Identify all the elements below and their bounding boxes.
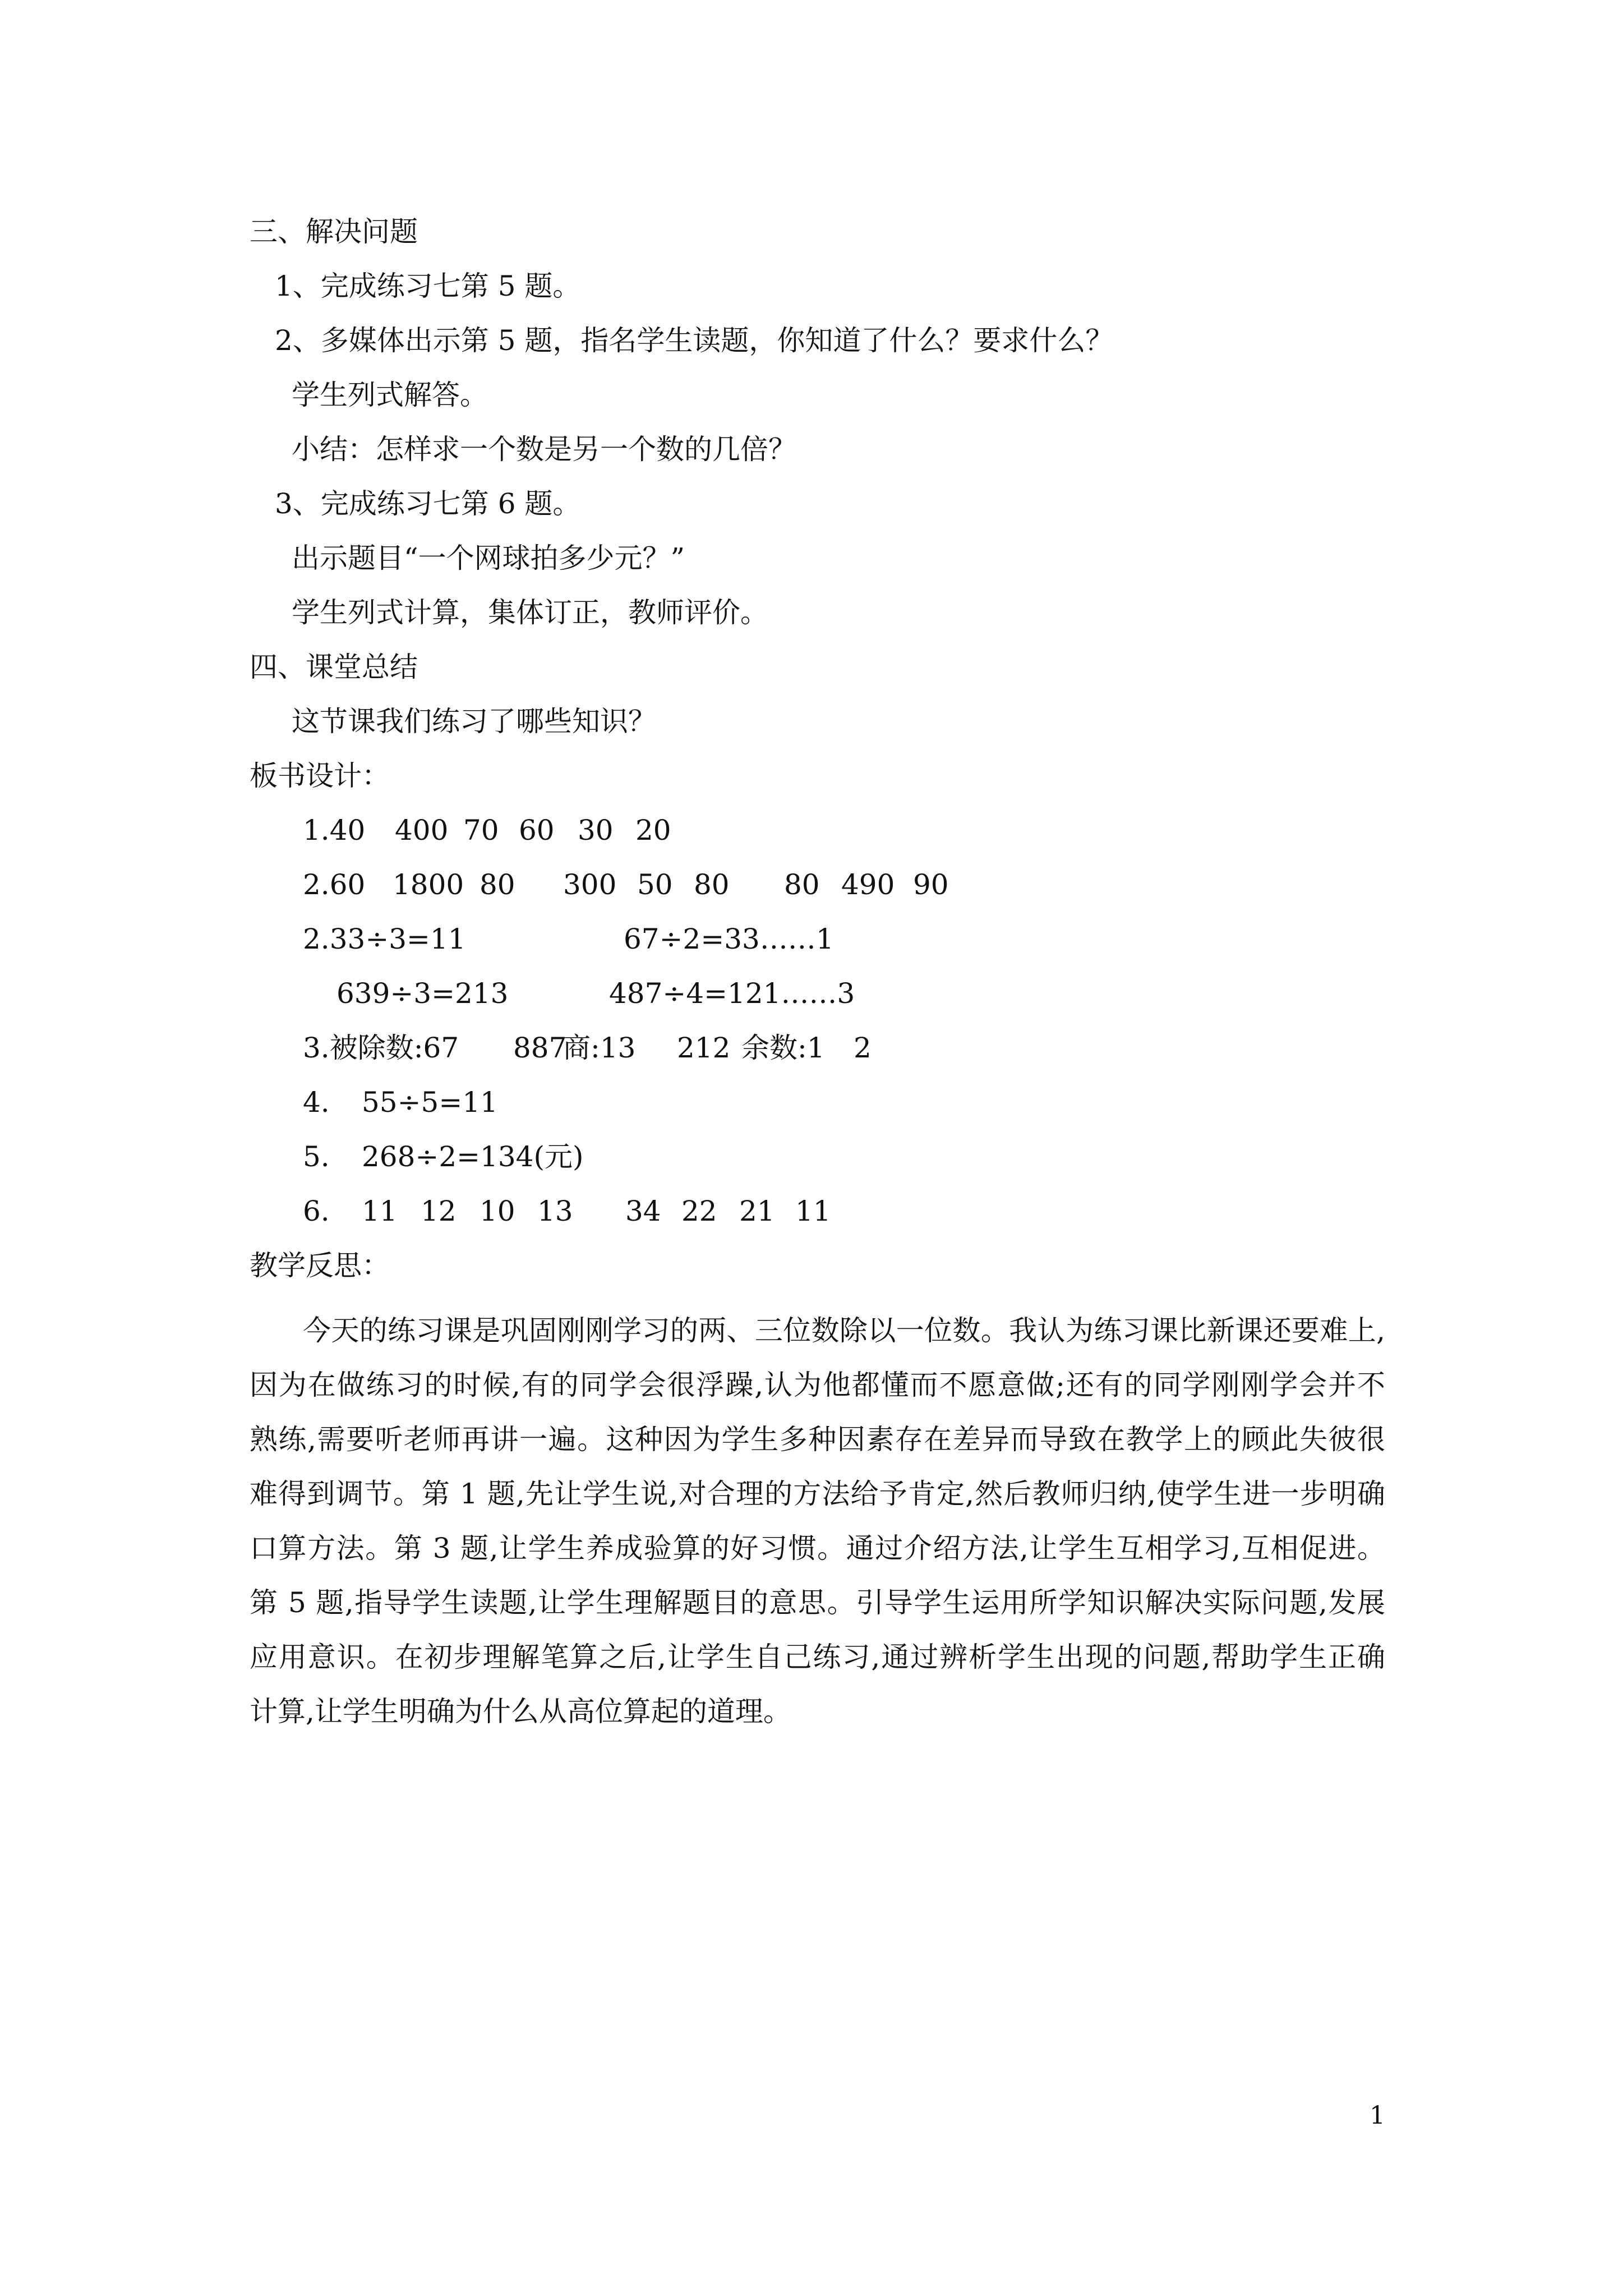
reflection-line: 计算,让学生明确为什么从高位算起的道理。 xyxy=(250,1695,791,1728)
board-value: 90 xyxy=(913,868,949,901)
list-item: 3、完成练习七第 6 题。 xyxy=(275,487,581,520)
board-row-2 xyxy=(0,868,1623,901)
board-equation: 639÷3=213 xyxy=(336,977,509,1010)
board-value: 13 xyxy=(537,1195,573,1227)
list-item: 1、完成练习七第 5 题。 xyxy=(275,270,581,302)
board-value: 余数:1 xyxy=(741,1032,825,1064)
reflection-line: 因为在做练习的时候,有的同学会很浮躁,认为他都懂而不愿意做;还有的同学刚刚学会并不 xyxy=(250,1369,1385,1401)
board-row-1 xyxy=(0,813,1623,847)
board-equation: 67÷2=33……1 xyxy=(624,923,834,955)
board-value: 商:13 xyxy=(562,1032,636,1064)
reflection-line: 熟练,需要听老师再讲一遍。这种因为学生多种因素存在差异而导致在教学上的顾此失彼很 xyxy=(250,1423,1385,1456)
board-value: 2.60 xyxy=(303,868,366,901)
list-item: 学生列式解答。 xyxy=(292,379,488,411)
board-value: 22 xyxy=(681,1195,717,1227)
board-equation: 268÷2=134(元) xyxy=(362,1140,584,1173)
list-item: 学生列式计算，集体订正，教师评价。 xyxy=(292,596,768,629)
board-value: 300 xyxy=(563,868,617,901)
page-number: 1 xyxy=(1370,2101,1385,2130)
board-value: 1800 xyxy=(393,868,464,901)
section-heading-summary: 四、课堂总结 xyxy=(250,651,418,683)
list-item: 小结：怎样求一个数是另一个数的几倍？ xyxy=(292,433,796,466)
reflection-line: 今天的练习课是巩固刚刚学习的两、三位数除以一位数。我认为练习课比新课还要难上, xyxy=(303,1314,1385,1347)
board-value: 1.40 xyxy=(303,814,366,846)
reflection-line: 第 5 题,指导学生读题,让学生理解题目的意思。引导学生运用所学知识解决实际问题,发展 xyxy=(250,1586,1385,1619)
section-heading-solve-problems: 三、解决问题 xyxy=(250,215,418,248)
board-value: 50 xyxy=(637,868,673,901)
board-value: 30 xyxy=(578,814,614,846)
board-value: 6. xyxy=(303,1195,330,1227)
reflection-line: 应用意识。在初步理解笔算之后,让学生自己练习,通过辨析学生出现的问题,帮助学生正确 xyxy=(250,1641,1385,1673)
board-value: 887 xyxy=(513,1032,567,1064)
list-item: 出示题目“一个网球拍多少元？” xyxy=(292,542,685,574)
board-equation: 2.33÷3=11 xyxy=(303,923,466,955)
board-value: 80 xyxy=(694,868,730,901)
reflection-line: 口算方法。第 3 题,让学生养成验算的好习惯。通过介绍方法,让学生互相学习,互相促进。 xyxy=(250,1532,1385,1565)
board-equation: 487÷4=121……3 xyxy=(609,977,855,1010)
list-item: 2、多媒体出示第 5 题，指名学生读题，你知道了什么？要求什么？ xyxy=(275,324,1114,357)
board-value: 60 xyxy=(519,814,555,846)
board-design-title: 板书设计： xyxy=(250,760,390,792)
board-value: 490 xyxy=(841,868,895,901)
board-row-6 xyxy=(0,1085,1623,1119)
board-value: 21 xyxy=(739,1195,775,1227)
board-row-3 xyxy=(0,922,1623,956)
board-value: 80 xyxy=(479,868,515,901)
board-equation: 55÷5=11 xyxy=(362,1086,498,1119)
board-value: 20 xyxy=(635,814,671,846)
board-value: 212 xyxy=(677,1032,731,1064)
board-value: 2 xyxy=(854,1032,872,1064)
board-value: 3.被除数:67 xyxy=(303,1032,459,1064)
board-row-4 xyxy=(0,977,1623,1010)
board-value: 5. xyxy=(303,1140,330,1173)
board-value: 400 xyxy=(395,814,449,846)
board-value: 11 xyxy=(362,1195,398,1227)
board-value: 11 xyxy=(795,1195,831,1227)
board-row-8 xyxy=(0,1194,1623,1228)
board-value: 4. xyxy=(303,1086,330,1119)
board-value: 80 xyxy=(784,868,820,901)
board-value: 34 xyxy=(625,1195,661,1227)
board-value: 12 xyxy=(421,1195,457,1227)
board-value: 70 xyxy=(463,814,499,846)
reflection-line: 难得到调节。第 1 题,先让学生说,对合理的方法给予肯定,然后教师归纳,使学生进一步明确 xyxy=(250,1478,1385,1510)
reflection-title: 教学反思： xyxy=(250,1249,390,1282)
summary-question: 这节课我们练习了哪些知识？ xyxy=(292,705,656,738)
board-row-7 xyxy=(0,1140,1623,1174)
board-value: 10 xyxy=(479,1195,515,1227)
board-row-5 xyxy=(0,1031,1623,1065)
